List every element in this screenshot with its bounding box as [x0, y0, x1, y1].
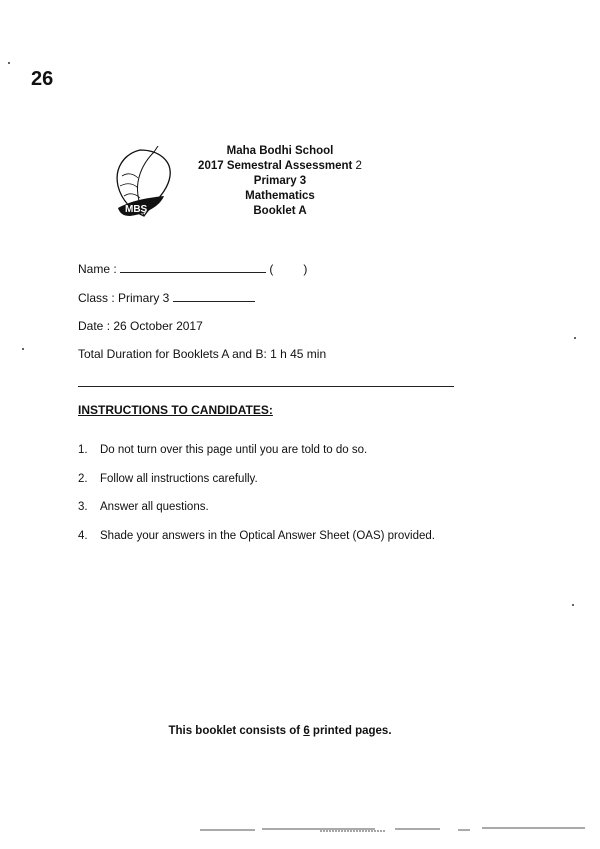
divider-line [78, 386, 454, 387]
scan-speck [22, 348, 24, 350]
school-name: Maha Bodhi School [226, 145, 334, 157]
page-count: 6 [303, 725, 310, 737]
duration-line: Total Duration for Booklets A and B: 1 h 45 min [78, 347, 327, 361]
index-bracket-open: ( [269, 262, 274, 276]
instruction-item: 4. Shade your answers in the Optical Answer Sheet (OAS) provided. [78, 529, 435, 542]
booklet-label: Booklet A [253, 205, 307, 217]
name-label: Name : [78, 262, 117, 276]
instructions-list [78, 444, 435, 558]
subject: Mathematics [245, 190, 315, 202]
date-label: Date [78, 319, 104, 333]
scan-artifact-line [200, 825, 585, 833]
assessment-title: 2017 Semestral Assessment 2 [198, 160, 362, 172]
name-blank[interactable] [120, 262, 266, 273]
name-field [78, 262, 307, 276]
scan-speck [8, 62, 10, 64]
index-bracket-close: ) [303, 262, 308, 276]
exam-header [180, 144, 380, 219]
scan-speck [574, 337, 576, 339]
class-label: Class : Primary 3 [78, 291, 170, 305]
school-crest-leaf-icon [110, 146, 176, 220]
instruction-item: 1. Do not turn over this page until you are told to do so. [78, 444, 368, 456]
scan-speck [572, 604, 574, 606]
level: Primary 3 [253, 175, 307, 187]
page-count-note: This booklet consists of 6 printed pages. [168, 725, 392, 737]
page-number: 26 [31, 68, 54, 90]
instruction-item: 2. Follow all instructions carefully. [78, 472, 258, 485]
instructions-heading: INSTRUCTIONS TO CANDIDATES: [78, 403, 273, 417]
logo-text: MBS [125, 204, 148, 215]
date-value: : 26 October 2017 [106, 319, 203, 333]
instruction-item: 3. Answer all questions. [78, 501, 209, 513]
class-field [78, 291, 255, 305]
class-blank[interactable] [173, 291, 255, 302]
date-field [78, 319, 203, 333]
